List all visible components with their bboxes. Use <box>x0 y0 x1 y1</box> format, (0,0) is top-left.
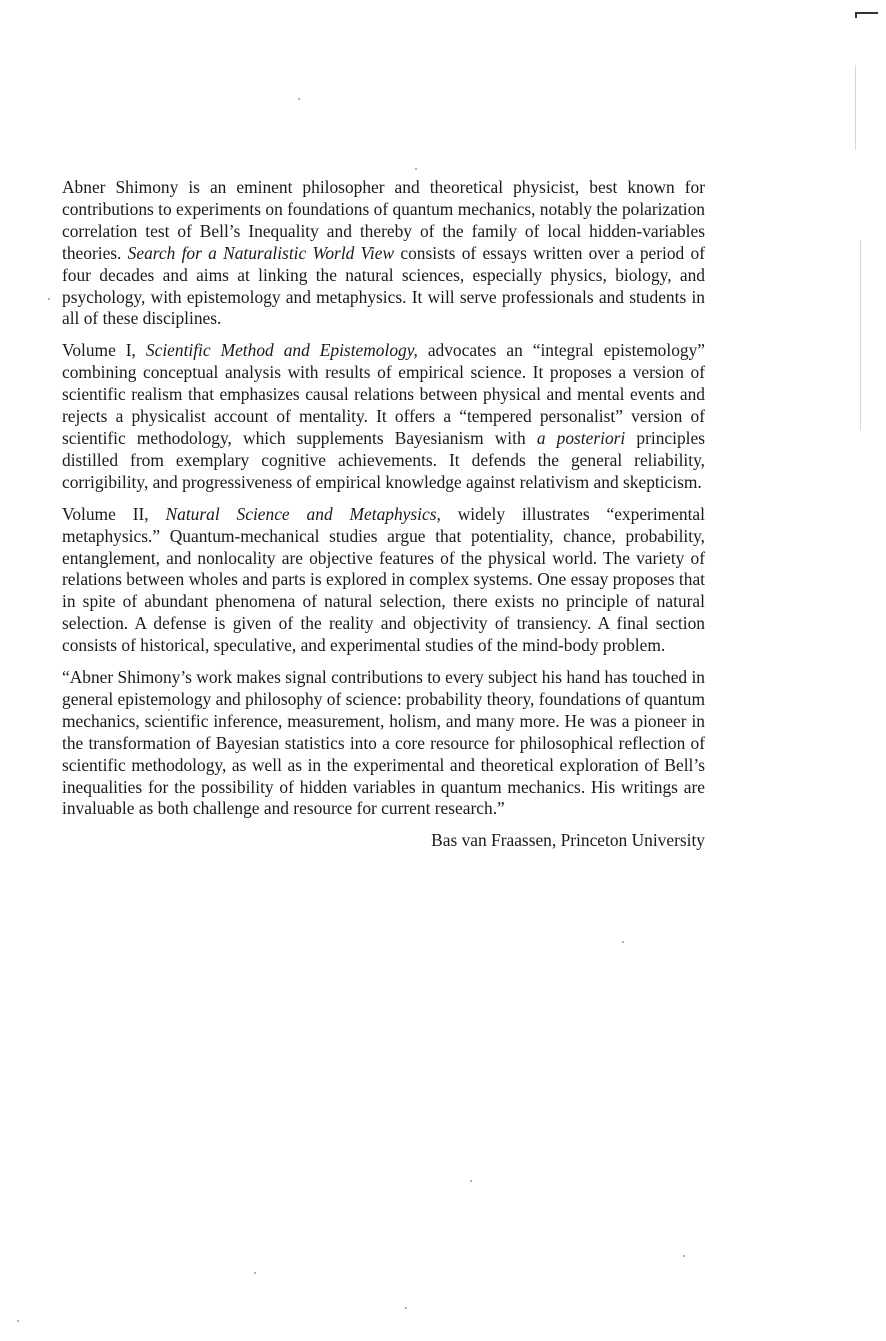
scan-speck <box>415 168 417 170</box>
volume-one-label: Volume I, <box>62 340 146 361</box>
scan-speck <box>405 1307 407 1309</box>
paragraph-volume-two <box>62 504 705 657</box>
paragraph-volume-one <box>62 340 705 493</box>
scan-edge-line <box>855 65 856 150</box>
scan-speck <box>17 1320 19 1322</box>
book-title: Search for a Naturalistic World View <box>127 242 395 263</box>
scan-speck <box>48 298 50 300</box>
scan-speck <box>254 1272 256 1274</box>
crop-mark <box>856 12 878 14</box>
scan-edge-line <box>860 240 861 430</box>
endorsement-attribution: Bas van Fraassen, Princeton University <box>431 830 705 851</box>
volume-two-title: Natural Science and Metaphysics, <box>165 503 441 524</box>
intro-text: Abner Shimony is an eminent philosopher and theoretical physicist, best known for contributions to experiments on foundations of quantum mechanics, notably the polarization correlation test of Bell’s Inequality and thereby of the family of local hidden-variables theories. <box>62 177 705 263</box>
paragraph-endorsement <box>62 667 705 820</box>
paragraph-intro <box>62 177 705 330</box>
volume-two-label: Volume II, <box>62 503 166 524</box>
intro-text-continued: consists of essays written over a period of four decades and aims at linking the natural sciences, especially physics, biology, and psychology, with epistemology and metaphysics. It will serve professionals and students in all of these disciplines. <box>62 242 705 329</box>
a-posteriori-term: a posteriori <box>536 427 626 448</box>
volume-one-title: Scientific Method and Epistemology, <box>145 340 418 361</box>
scan-speck <box>470 1180 472 1182</box>
back-cover-text <box>62 177 705 852</box>
scan-speck <box>622 941 624 943</box>
endorsement-quote: “Abner Shimony’s work makes signal contributions to every subject his hand has touched in general epistemology and philosophy of science: probability theory, foundations of quantum mechanics, scientific inference, measurement, holism, and many more. He was a pioneer in the transformation of Bayesian statistics into a core resource for philosophical reflection of scientific methodology, as well as in the experimental and theoretical exploration of Bell’s inequalities for the possibility of hidden variables in quantum mechanics. His writings are invaluable as both challenge and resource for current research.” <box>62 667 705 819</box>
scan-speck <box>298 98 300 100</box>
scan-speck <box>683 1255 685 1257</box>
volume-two-text: widely illustrates “experimental metaphysics.” Quantum-mechanical studies argue that potentiality, chance, probability, entanglement, and nonlocality are objective features of the physical world. The variety of relations between wholes and parts is explored in complex systems. One essay proposes that in spite of abundant phenomena of natural selection, there exists no principle of natural selection. A defense is given of the reality and objectivity of transiency. A final section consists of historical, speculative, and experimental studies of the mind-body problem. <box>62 503 705 656</box>
crop-mark-tick <box>855 12 857 18</box>
volume-one-text: advocates an “integral epistemology” combining conceptual analysis with results of empirical science. It proposes a version of scientific realism that emphasizes causal relations between physical and mental events and rejects a physicalist account of mentality. It offers a “tempered personalist” version of scientific methodology, which supplements Bayesianism with <box>62 340 705 448</box>
volume-one-text-continued: principles distilled from exemplary cognitive achievements. It defends the general reliability, corrigibility, and progressiveness of empirical knowledge against relativism and skepticism. <box>62 427 705 492</box>
